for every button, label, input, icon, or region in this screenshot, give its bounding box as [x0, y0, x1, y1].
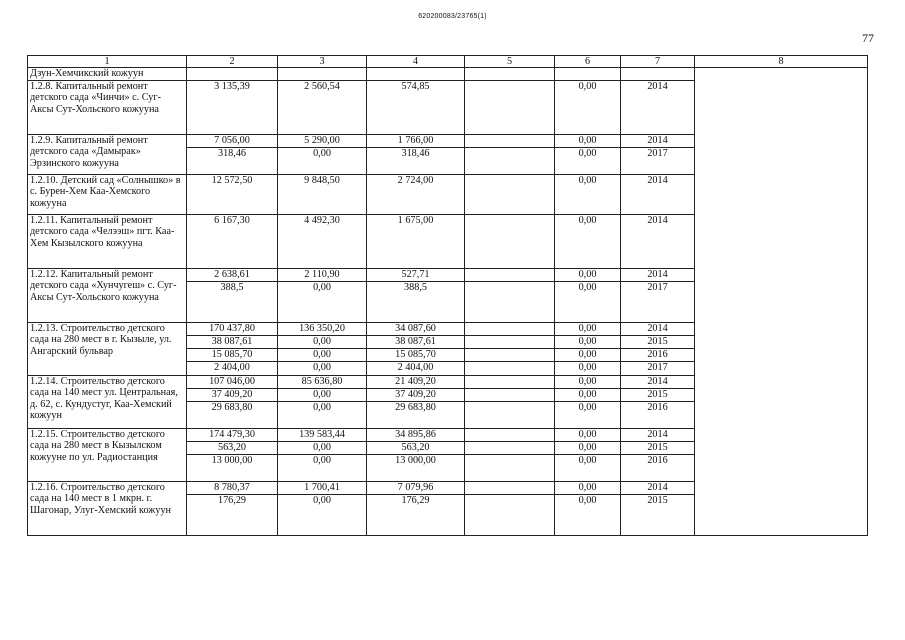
header-cell: 8 [695, 56, 868, 68]
regional-amount-cell [367, 269, 465, 323]
total-amount: 176,29 [217, 495, 246, 507]
region-row [28, 68, 868, 81]
municipal-amount [465, 175, 554, 187]
other-amount-cell [555, 482, 621, 536]
other-amount: 0,00 [555, 349, 620, 362]
other-amount: 0,00 [578, 402, 597, 414]
total-amount-cell [187, 429, 278, 482]
year: 2015 [621, 389, 694, 402]
municipal-amount-cell [465, 175, 555, 215]
federal-amount: 9 848,50 [304, 175, 340, 187]
total-amount: 6 167,30 [214, 215, 250, 227]
total-amount: 29 683,80 [211, 402, 253, 414]
municipal-amount [465, 442, 554, 455]
item-name: 1.2.13. Строительство детского сада на 280 мест в г. Кызыле, ул. Ангарский бульвар [28, 323, 187, 376]
regional-amount: 34 087,60 [367, 323, 464, 336]
regional-amount: 7 079,96 [367, 482, 464, 495]
total-amount: 2 638,61 [187, 269, 277, 282]
header-cell: 6 [555, 56, 621, 68]
year-cell [621, 429, 695, 482]
regional-amount: 38 087,61 [367, 336, 464, 349]
regional-amount: 21 409,20 [367, 376, 464, 389]
year-cell [621, 215, 695, 269]
other-amount: 0,00 [555, 376, 620, 389]
other-amount-cell [555, 323, 621, 376]
other-amount: 0,00 [555, 389, 620, 402]
total-amount: 3 135,39 [214, 81, 250, 93]
municipal-amount [465, 323, 554, 336]
regional-amount: 29 683,80 [395, 402, 436, 414]
total-amount: 563,20 [187, 442, 277, 455]
year: 2014 [621, 269, 694, 282]
federal-amount: 2 560,54 [304, 81, 340, 93]
federal-amount: 0,00 [278, 336, 366, 349]
budget-table [27, 55, 868, 536]
item-name: 1.2.16. Строительство детского сада на 140 мест в 1 мкрн. г. Шагонар, Улуг-Хемский кожуун [28, 482, 187, 536]
federal-amount: 1 700,41 [278, 482, 366, 495]
municipal-amount-cell [465, 429, 555, 482]
year: 2017 [647, 148, 668, 160]
federal-amount: 0,00 [278, 442, 366, 455]
other-amount: 0,00 [555, 135, 620, 148]
federal-amount-cell [278, 175, 367, 215]
year-cell [621, 376, 695, 429]
municipal-amount-cell [465, 482, 555, 536]
year-cell [621, 175, 695, 215]
regional-amount-cell [367, 215, 465, 269]
year: 2016 [647, 402, 668, 414]
document-id: 620200083/23765(1) [418, 13, 487, 20]
item-name: 1.2.8. Капитальный ремонт детского сада «Чинчи» с. Суг-Аксы Сут-Хольского кожууна [28, 81, 187, 135]
total-amount-cell [187, 81, 278, 135]
year: 2014 [647, 81, 668, 93]
federal-amount: 0,00 [313, 495, 331, 507]
regional-amount: 563,20 [367, 442, 464, 455]
item-name: 1.2.15. Строительство детского сада на 280 мест в Кызылском кожууне по ул. Радиостанция [28, 429, 187, 482]
municipal-amount [465, 362, 554, 374]
regional-amount: 574,85 [401, 81, 430, 93]
other-amount: 0,00 [555, 429, 620, 442]
total-amount: 15 085,70 [187, 349, 277, 362]
column-8-cell [695, 68, 868, 536]
municipal-amount-cell [465, 269, 555, 323]
federal-amount: 0,00 [313, 282, 331, 294]
federal-amount-cell [278, 135, 367, 175]
federal-amount-cell [278, 376, 367, 429]
item-name: 1.2.12. Капитальный ремонт детского сада «Хунчугеш» с. Суг-Аксы Сут-Хольского кожууна [28, 269, 187, 323]
federal-amount: 139 583,44 [278, 429, 366, 442]
total-amount-cell [187, 323, 278, 376]
federal-amount: 0,00 [313, 402, 331, 414]
regional-amount: 37 409,20 [367, 389, 464, 402]
federal-amount: 136 350,20 [278, 323, 366, 336]
other-amount: 0,00 [555, 336, 620, 349]
total-amount: 388,5 [220, 282, 244, 294]
total-amount-cell [187, 175, 278, 215]
federal-amount-cell [278, 269, 367, 323]
item-name: 1.2.9. Капитальный ремонт детского сада «Дамырак» Эрзинского кожууна [28, 135, 187, 175]
header-cell: 4 [367, 56, 465, 68]
municipal-amount [465, 282, 554, 294]
municipal-amount-cell [465, 323, 555, 376]
municipal-amount [465, 269, 554, 282]
regional-amount: 527,71 [367, 269, 464, 282]
page-number: 77 [862, 31, 874, 45]
item-name: 1.2.11. Капитальный ремонт детского сада «Челээш» пгт. Каа-Хем Кызылского кожууна [28, 215, 187, 269]
year: 2014 [621, 482, 694, 495]
total-amount: 170 437,80 [187, 323, 277, 336]
other-amount-cell [555, 429, 621, 482]
federal-amount: 0,00 [313, 148, 331, 160]
year: 2014 [647, 175, 668, 187]
regional-amount-cell [367, 482, 465, 536]
municipal-amount [465, 81, 554, 93]
federal-amount: 85 636,80 [278, 376, 366, 389]
year: 2014 [647, 215, 668, 227]
item-name: 1.2.14. Строительство детского сада на 140 мест ул. Центральная, д. 62, с. Кундустуг, Каа-Хемский кожуун [28, 376, 187, 429]
federal-amount-cell [278, 482, 367, 536]
other-amount: 0,00 [555, 482, 620, 495]
federal-amount: 0,00 [278, 349, 366, 362]
total-amount: 174 479,30 [187, 429, 277, 442]
regional-amount: 13 000,00 [395, 455, 436, 467]
regional-amount-cell [367, 323, 465, 376]
header-row [28, 56, 868, 68]
regional-amount: 318,46 [401, 148, 430, 160]
other-amount-cell [555, 175, 621, 215]
other-amount: 0,00 [555, 269, 620, 282]
total-amount: 8 780,37 [187, 482, 277, 495]
municipal-amount [465, 402, 554, 414]
federal-amount-cell [278, 81, 367, 135]
year: 2015 [621, 336, 694, 349]
total-amount: 38 087,61 [187, 336, 277, 349]
regional-amount: 1 766,00 [367, 135, 464, 148]
year: 2015 [621, 442, 694, 455]
municipal-amount [465, 429, 554, 442]
regional-amount: 34 895,86 [367, 429, 464, 442]
regional-amount-cell [367, 376, 465, 429]
year-cell [621, 135, 695, 175]
municipal-amount-cell [465, 376, 555, 429]
federal-amount: 0,00 [313, 455, 331, 467]
total-amount-cell [187, 376, 278, 429]
municipal-amount [465, 135, 554, 148]
other-amount-cell [555, 135, 621, 175]
regional-amount: 176,29 [401, 495, 430, 507]
municipal-amount [465, 148, 554, 160]
header-cell: 3 [278, 56, 367, 68]
regional-amount: 2 724,00 [397, 175, 434, 187]
year: 2017 [647, 282, 668, 294]
other-amount: 0,00 [578, 455, 597, 467]
year: 2017 [647, 362, 668, 374]
year-cell [621, 323, 695, 376]
regional-amount-cell [367, 175, 465, 215]
total-amount-cell [187, 215, 278, 269]
other-amount-cell [555, 215, 621, 269]
header-cell: 1 [28, 56, 187, 68]
total-amount: 7 056,00 [187, 135, 277, 148]
total-amount: 37 409,20 [187, 389, 277, 402]
municipal-amount-cell [465, 215, 555, 269]
municipal-amount-cell [465, 81, 555, 135]
other-amount: 0,00 [578, 148, 597, 160]
municipal-amount [465, 495, 554, 507]
other-amount: 0,00 [578, 81, 597, 93]
regional-amount-cell [367, 135, 465, 175]
region-name: Дзун-Хемчикский кожуун [28, 68, 187, 81]
municipal-amount [465, 376, 554, 389]
total-amount-cell [187, 135, 278, 175]
other-amount-cell [555, 376, 621, 429]
year-cell [621, 81, 695, 135]
total-amount-cell [187, 269, 278, 323]
federal-amount: 2 110,90 [278, 269, 366, 282]
municipal-amount [465, 215, 554, 227]
year: 2014 [621, 376, 694, 389]
year-cell [621, 482, 695, 536]
regional-amount-cell [367, 81, 465, 135]
municipal-amount-cell [465, 135, 555, 175]
year: 2015 [647, 495, 668, 507]
header-cell: 7 [621, 56, 695, 68]
other-amount: 0,00 [578, 282, 597, 294]
total-amount-cell [187, 482, 278, 536]
federal-amount-cell [278, 323, 367, 376]
total-amount: 107 046,00 [187, 376, 277, 389]
other-amount: 0,00 [555, 323, 620, 336]
other-amount-cell [555, 81, 621, 135]
federal-amount: 0,00 [278, 389, 366, 402]
year: 2016 [647, 455, 668, 467]
municipal-amount [465, 455, 554, 467]
municipal-amount [465, 482, 554, 495]
regional-amount-cell [367, 429, 465, 482]
other-amount: 0,00 [578, 495, 597, 507]
other-amount: 0,00 [578, 215, 597, 227]
other-amount: 0,00 [578, 362, 597, 374]
total-amount: 2 404,00 [214, 362, 250, 374]
total-amount: 13 000,00 [211, 455, 253, 467]
federal-amount: 4 492,30 [304, 215, 340, 227]
regional-amount: 388,5 [404, 282, 427, 294]
year: 2016 [621, 349, 694, 362]
municipal-amount [465, 389, 554, 402]
federal-amount-cell [278, 215, 367, 269]
item-name: 1.2.10. Детский сад «Солнышко» в с. Бурен-Хем Каа-Хемского кожууна [28, 175, 187, 215]
federal-amount: 0,00 [313, 362, 331, 374]
federal-amount: 5 290,00 [278, 135, 366, 148]
header-cell: 2 [187, 56, 278, 68]
total-amount: 318,46 [217, 148, 246, 160]
year-cell [621, 269, 695, 323]
regional-amount: 1 675,00 [397, 215, 434, 227]
year: 2014 [621, 429, 694, 442]
other-amount: 0,00 [578, 175, 597, 187]
year: 2014 [621, 135, 694, 148]
other-amount: 0,00 [555, 442, 620, 455]
municipal-amount [465, 349, 554, 362]
header-cell: 5 [465, 56, 555, 68]
regional-amount: 2 404,00 [397, 362, 434, 374]
municipal-amount [465, 336, 554, 349]
regional-amount: 15 085,70 [367, 349, 464, 362]
year: 2014 [621, 323, 694, 336]
other-amount-cell [555, 269, 621, 323]
federal-amount-cell [278, 429, 367, 482]
total-amount: 12 572,50 [211, 175, 253, 187]
